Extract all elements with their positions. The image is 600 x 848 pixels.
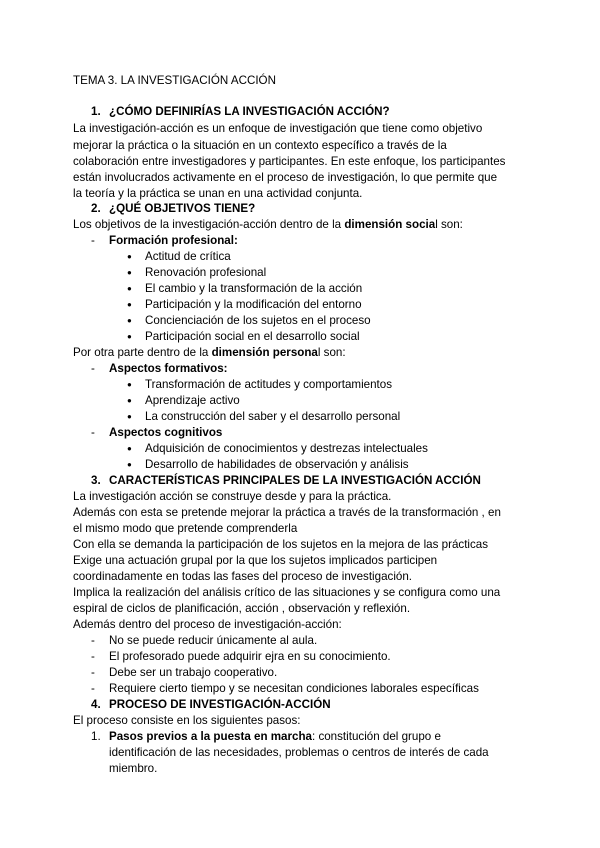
intro-bold-text: dimensión persona — [211, 346, 318, 359]
list-group-title — [0, 425, 600, 441]
dash-marker: - — [91, 634, 95, 647]
section-3-heading — [91, 473, 481, 489]
dash-marker: - — [91, 650, 95, 663]
intro-text: Los objetivos de la investigación-acción dentro de la — [73, 218, 345, 231]
list-item-text: Participación y la modificación del entorno — [145, 298, 362, 311]
group-title-text: Aspectos cognitivos — [109, 426, 223, 439]
list-item — [0, 393, 600, 409]
section-4-heading-text: PROCESO DE INVESTIGACIÓN-ACCIÓN — [109, 698, 331, 711]
group-title-text: Formación profesional: — [109, 234, 238, 247]
paragraph-line: El proceso consiste en los siguientes pasos: — [73, 714, 301, 727]
dash-marker: - — [91, 666, 95, 679]
step-1 — [91, 729, 441, 745]
bullet-icon: ● — [127, 460, 132, 469]
paragraph-line: coordinadamente en todas las fases del proceso de investigación. — [73, 570, 413, 583]
section-2-heading-text: ¿QUÉ OBJETIVOS TIENE? — [109, 202, 256, 215]
paragraph-line: La investigación-acción es un enfoque de investigación que tiene como objetivo — [73, 122, 483, 135]
paragraph-line: Implica la realización del análisis crítico de las situaciones y se configura como una — [73, 586, 501, 599]
paragraph-line: están involucrados activamente en el proceso de investigación, lo que permite que — [73, 171, 498, 184]
step-title: Pasos previos a la puesta en marcha — [109, 730, 312, 743]
bullet-icon: ● — [127, 268, 132, 277]
list-item — [0, 377, 600, 393]
bullet-icon: ● — [127, 396, 132, 405]
bullet-icon: ● — [127, 412, 132, 421]
paragraph-line: Además con esta se pretende mejorar la práctica a través de la transformación , en — [73, 506, 501, 519]
bullet-icon: ● — [127, 300, 132, 309]
section-4-heading — [91, 697, 331, 713]
list-item — [0, 329, 600, 345]
section-1-number: 1. — [91, 105, 101, 118]
list-item — [0, 409, 600, 425]
list-item-text: Requiere cierto tiempo y se necesitan condiciones laborales específicas — [109, 682, 479, 695]
step-text: : constitución del grupo e — [312, 730, 441, 743]
bullet-icon: ● — [127, 252, 132, 261]
dash-list-item — [0, 681, 600, 697]
list-item — [0, 281, 600, 297]
step-1-continuation: miembro. — [109, 762, 158, 775]
list-item — [0, 249, 600, 265]
bullet-icon: ● — [127, 284, 132, 293]
document-title: TEMA 3. LA INVESTIGACIÓN ACCIÓN — [73, 74, 276, 87]
list-item-text: El profesorado puede adquirir ejra en su conocimiento. — [109, 650, 391, 663]
dimension-social-intro — [73, 217, 463, 233]
bullet-icon: ● — [127, 332, 132, 341]
list-item-text: Aprendizaje activo — [145, 394, 240, 407]
group-title-text: Aspectos formativos: — [109, 362, 228, 375]
list-item-text: Participación social en el desarrollo social — [145, 330, 360, 343]
bullet-icon: ● — [127, 380, 132, 389]
list-item-text: Desarrollo de habilidades de observación y análisis — [145, 458, 409, 471]
step-number: 1. — [91, 730, 101, 743]
intro-text-end: l son: — [435, 218, 463, 231]
bullet-icon: ● — [127, 316, 132, 325]
step-1-continuation: identificación de las necesidades, problemas o centros de interés de cada — [109, 746, 489, 759]
paragraph-line: mejorar la práctica o la situación en un contexto específico a través de la — [73, 139, 447, 152]
list-item-text: Concienciación de los sujetos en el proceso — [145, 314, 371, 327]
list-item-text: El cambio y la transformación de la acción — [145, 282, 363, 295]
section-3-heading-text: CARACTERÍSTICAS PRINCIPALES DE LA INVESTIGACIÓN ACCIÓN — [109, 474, 481, 487]
list-item-text: Transformación de actitudes y comportamientos — [145, 378, 393, 391]
dash-list-item — [0, 665, 600, 681]
paragraph-line: Con ella se demanda la participación de los sujetos en la mejora de las prácticas — [73, 538, 489, 551]
list-item — [0, 265, 600, 281]
list-item-text: No se puede reducir únicamente al aula. — [109, 634, 318, 647]
list-item-text: Actitud de crítica — [145, 250, 231, 263]
paragraph-line: Además dentro del proceso de investigación-acción: — [73, 618, 342, 631]
paragraph-line: colaboración entre investigadores y participantes. En este enfoque, los participantes — [73, 155, 506, 168]
paragraph-line: La investigación acción se construye desde y para la práctica. — [73, 490, 392, 503]
intro-text-end: l son: — [317, 346, 346, 359]
list-item — [0, 313, 600, 329]
paragraph-line: la teoría y la práctica se unan en una actividad conjunta. — [73, 187, 363, 200]
list-item-text: Renovación profesional — [145, 266, 267, 279]
section-4-number: 4. — [91, 698, 101, 711]
list-item-text: Adquisición de conocimientos y destrezas intelectuales — [145, 442, 428, 455]
dash-marker: - — [91, 234, 95, 247]
list-item — [0, 297, 600, 313]
section-2-number: 2. — [91, 202, 101, 215]
paragraph-line: Exige una actuación grupal por la que los sujetos implicados participen — [73, 554, 438, 567]
dash-marker: - — [91, 682, 95, 695]
section-1-heading-text: ¿CÓMO DEFINIRÍAS LA INVESTIGACIÓN ACCIÓN? — [109, 105, 390, 118]
bullet-icon: ● — [127, 444, 132, 453]
intro-text: Por otra parte dentro de la — [73, 346, 212, 359]
section-1-heading — [91, 104, 390, 120]
section-2-heading — [91, 201, 255, 217]
list-item — [0, 457, 600, 473]
dash-marker: - — [91, 426, 95, 439]
paragraph-line: espiral de ciclos de planificación, acción , observación y reflexión. — [73, 602, 411, 615]
dimension-personal-intro — [73, 345, 346, 361]
dash-list-item — [0, 649, 600, 665]
list-item-text: La construcción del saber y el desarrollo personal — [145, 410, 401, 423]
dash-list-item — [0, 633, 600, 649]
paragraph-line: el mismo modo que pretende comprenderla — [73, 522, 298, 535]
section-3-number: 3. — [91, 474, 101, 487]
list-group-title — [0, 233, 600, 249]
intro-bold-text: dimensión socia — [344, 218, 436, 231]
list-group-title — [0, 361, 600, 377]
list-item-text: Debe ser un trabajo cooperativo. — [109, 666, 278, 679]
list-item — [0, 441, 600, 457]
dash-marker: - — [91, 362, 95, 375]
